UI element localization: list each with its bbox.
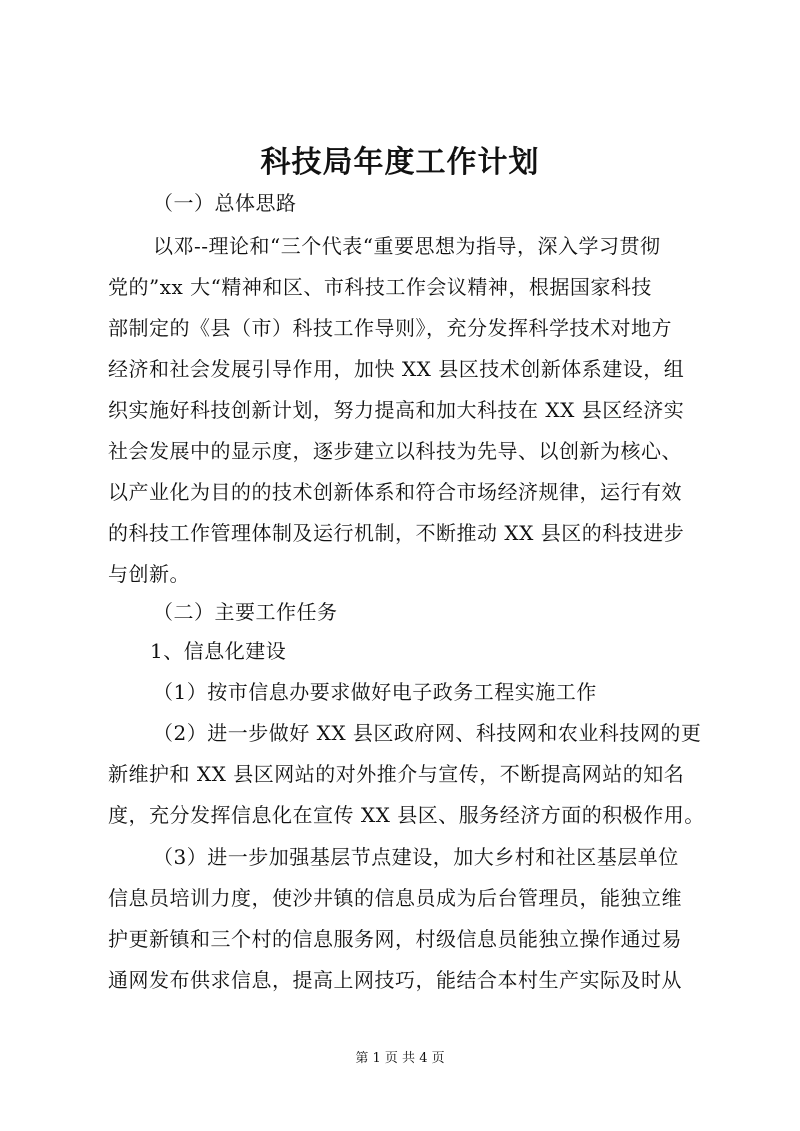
section-heading-overall-approach: （一）总体思路 — [153, 191, 297, 215]
paragraph-line: 新维护和 XX 县区网站的对外推介与宣传，不断提高网站的知名 — [108, 762, 685, 786]
paragraph-line: 党的”xx 大“精神和区、市科技工作会议精神，根据国家科技 — [108, 275, 652, 299]
paragraph-line: 部制定的《县（市）科技工作导则》，充分发挥科学技术对地方 — [108, 316, 672, 340]
paragraph-line: 以产业化为目的的技术创新体系和符合市场经济规律，运行有效 — [108, 480, 682, 504]
paragraph-line: 织实施好科技创新计划，努力提高和加大科技在 XX 县区经济实 — [108, 398, 685, 422]
paragraph-line: 社会发展中的显示度，逐步建立以科技为先导、以创新为核心、 — [108, 439, 682, 463]
paragraph-line: 以邓--理论和“三个代表“重要思想为指导，深入学习贯彻 — [153, 234, 661, 258]
paragraph-line: 护更新镇和三个村的信息服务网，村级信息员能独立操作通过易 — [108, 927, 682, 951]
paragraph-line: 经济和社会发展引导作用，加快 XX 县区技术创新体系建设，组 — [108, 357, 685, 381]
paragraph-line: 与创新。 — [108, 562, 190, 586]
subsection-heading-informatization: 1、信息化建设 — [150, 639, 287, 663]
paragraph-line: 通网发布供求信息，提高上网技巧，能结合本村生产实际及时从 — [108, 968, 682, 992]
document-title: 科技局年度工作计划 — [260, 145, 540, 180]
paragraph-line: 的科技工作管理体制及运行机制，不断推动 XX 县区的科技进步 — [108, 521, 685, 545]
paragraph-line: 度，充分发挥信息化在宣传 XX 县区、服务经济方面的积极作用。 — [108, 803, 705, 827]
paragraph-line: （2）进一步做好 XX 县区政府网、科技网和农业科技网的更 — [153, 721, 702, 745]
paragraph-line: 信息员培训力度，使沙井镇的信息员成为后台管理员，能独立维 — [108, 886, 682, 910]
section-heading-main-tasks: （二）主要工作任务 — [153, 600, 338, 624]
page-number-footer: 第 1 页 共 4 页 — [355, 1051, 445, 1066]
paragraph-line: （3）进一步加强基层节点建设，加大乡村和社区基层单位 — [153, 845, 679, 869]
paragraph-line: （1）按市信息办要求做好电子政务工程实施工作 — [153, 680, 597, 704]
